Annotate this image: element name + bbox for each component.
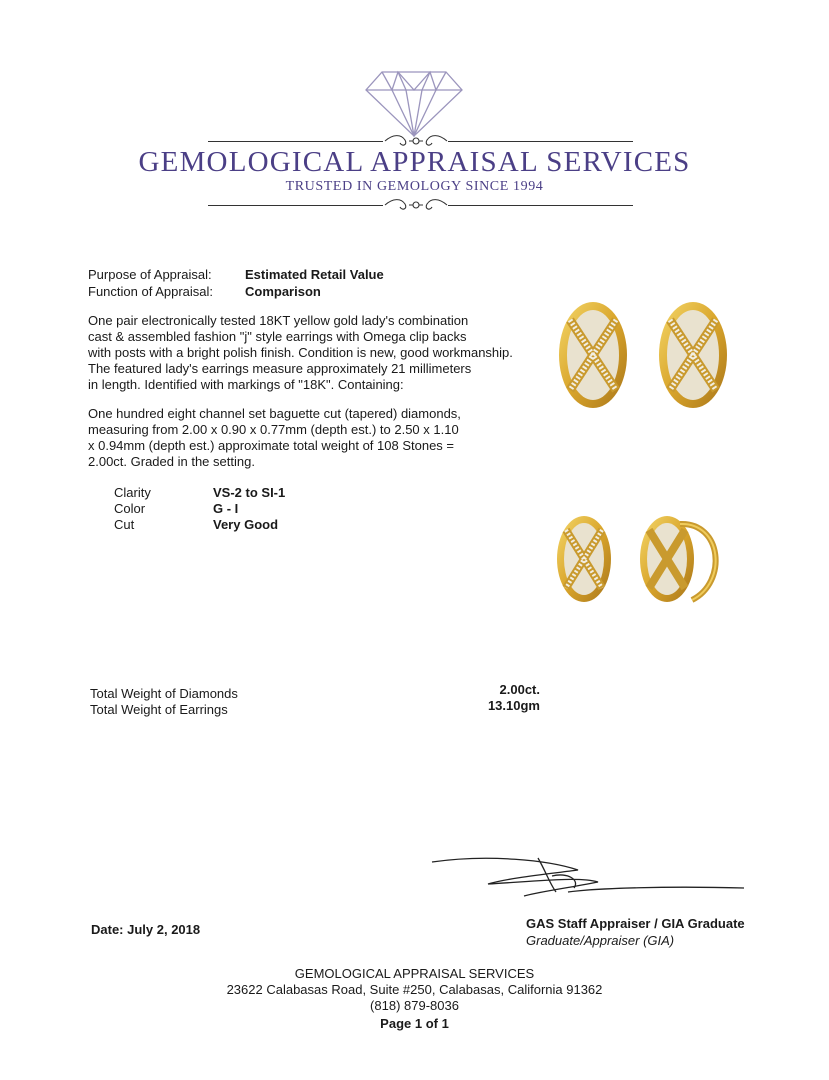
diamond-line: x 0.94mm (depth est.) approximate total weight of 108 Stones = (88, 438, 455, 453)
function-value: Comparison (245, 284, 321, 299)
footer-company: GEMOLOGICAL APPRAISAL SERVICES (294, 966, 535, 981)
appraisal-date: Date: July 2, 2018 (91, 922, 201, 937)
footer-phone: (818) 879-8036 (370, 998, 459, 1013)
diamond-line: 2.00ct. Graded in the setting. (88, 454, 255, 469)
color-value: G - I (213, 501, 239, 516)
page-number: Page 1 of 1 (380, 1016, 449, 1031)
purpose-value: Estimated Retail Value (245, 267, 384, 282)
purpose-label: Purpose of Appraisal: (88, 267, 212, 282)
total-diamond-weight-label: Total Weight of Diamonds (90, 686, 238, 701)
description-line: in length. Identified with markings of "18K". Containing: (88, 377, 404, 392)
earrings-front-photo (548, 298, 738, 418)
cut-label: Cut (114, 517, 135, 532)
cut-value: Very Good (213, 517, 279, 532)
appraiser-title: GAS Staff Appraiser / GIA Graduate (526, 916, 745, 931)
function-label: Function of Appraisal: (88, 284, 214, 299)
company-title: GEMOLOGICAL APPRAISAL SERVICES (138, 146, 691, 178)
earrings-side-photo (552, 512, 732, 607)
item-description (88, 313, 548, 393)
description-line: One pair electronically tested 18KT yellow gold lady's combination (88, 313, 469, 328)
description-line: cast & assembled fashion "j" style earrings with Omega clip backs (88, 329, 467, 344)
clarity-label: Clarity (114, 485, 151, 500)
footer-address: 23622 Calabasas Road, Suite #250, Calabasas, California 91362 (226, 982, 603, 997)
total-earring-weight-value: 13.10gm (487, 698, 540, 713)
appraiser-credential: Graduate/Appraiser (GIA) (526, 933, 675, 948)
color-label: Color (114, 501, 146, 516)
header-top-rule-right (448, 141, 633, 142)
diamond-line: measuring from 2.00 x 0.90 x 0.77mm (depth est.) to 2.50 x 1.10 (88, 422, 459, 437)
description-line: The featured lady's earrings measure approximately 21 millimeters (88, 361, 472, 376)
header-top-rule (208, 141, 383, 142)
total-earring-weight-label: Total Weight of Earrings (90, 702, 228, 717)
total-diamond-weight-value: 2.00ct. (499, 682, 540, 697)
diamond-description (88, 406, 548, 470)
flourish-bottom-icon (383, 196, 449, 214)
diamond-line: One hundred eight channel set baguette cut (tapered) diamonds, (88, 406, 461, 421)
company-tagline: TRUSTED IN GEMOLOGY SINCE 1994 (285, 179, 544, 194)
clarity-value: VS-2 to SI-1 (213, 485, 286, 500)
header-bottom-rule (208, 205, 383, 206)
diamond-logo-icon (362, 58, 466, 138)
description-line: with posts with a bright polish finish. Condition is new, good workmanship. (88, 345, 513, 360)
signature-icon (428, 848, 748, 908)
header-bottom-rule-right (448, 205, 633, 206)
